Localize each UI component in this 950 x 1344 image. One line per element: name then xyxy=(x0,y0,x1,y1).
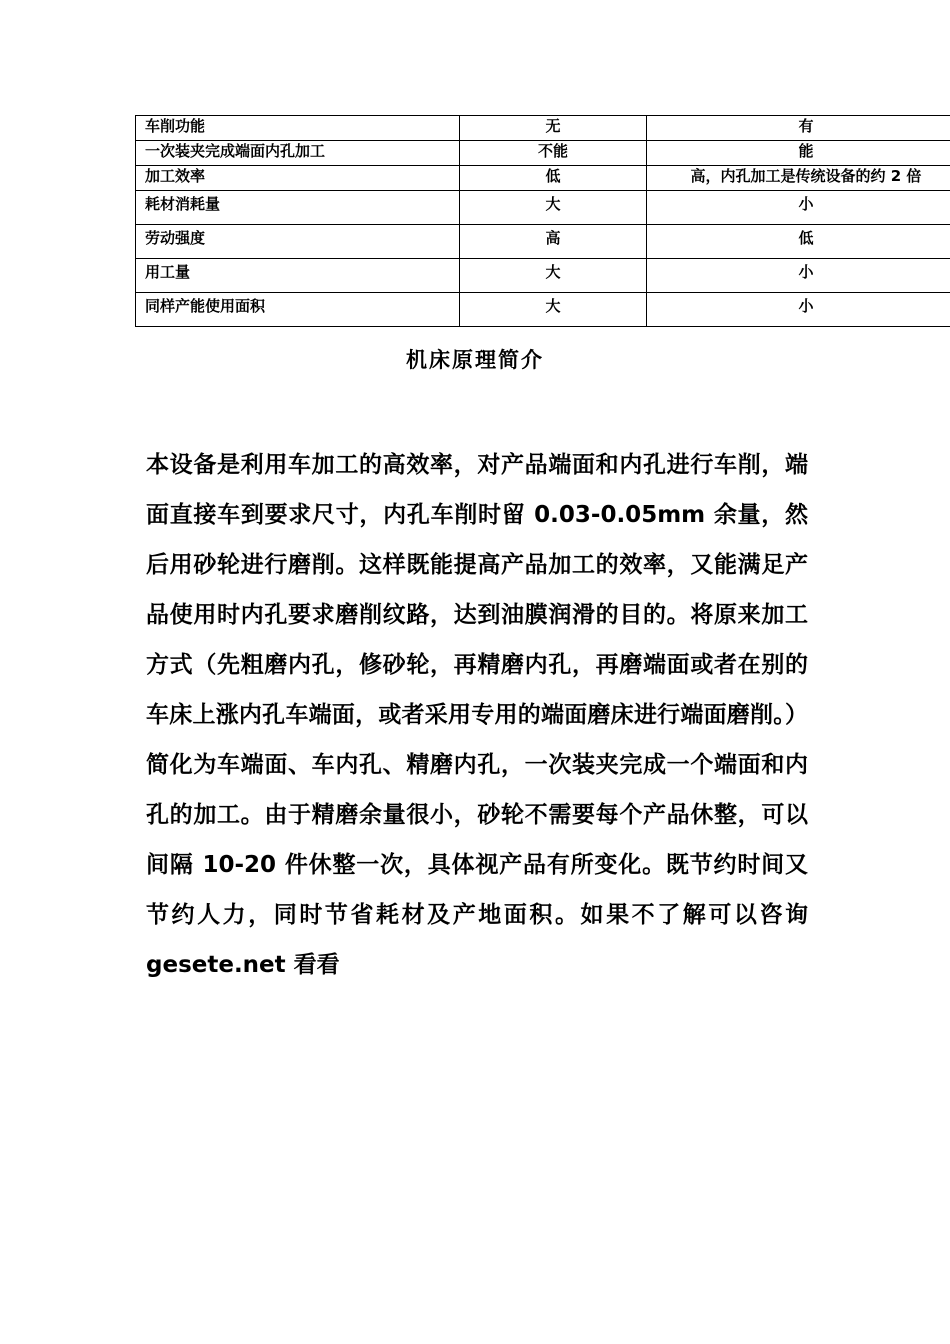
table-row xyxy=(136,116,950,141)
machine-cell: 高，内孔加工是传统设备的约 2 倍 xyxy=(647,166,950,191)
machine-cell: 小 xyxy=(647,259,950,293)
traditional-cell: 低 xyxy=(460,166,647,191)
traditional-cell: 不能 xyxy=(460,141,647,166)
traditional-cell: 大 xyxy=(460,191,647,225)
machine-cell: 能 xyxy=(647,141,950,166)
feature-cell: 劳动强度 xyxy=(136,225,460,259)
machine-cell: 小 xyxy=(647,293,950,327)
table-row xyxy=(136,225,950,259)
section-title: 机床原理简介 xyxy=(406,348,544,372)
comparison-table xyxy=(135,115,950,327)
table-row xyxy=(136,293,950,327)
machine-cell: 小 xyxy=(647,191,950,225)
feature-cell: 用工量 xyxy=(136,259,460,293)
table-row xyxy=(136,166,950,191)
traditional-cell: 无 xyxy=(460,116,647,141)
machine-cell: 有 xyxy=(647,116,950,141)
table-row xyxy=(136,259,950,293)
feature-cell: 一次装夹完成端面内孔加工 xyxy=(136,141,460,166)
machine-cell: 低 xyxy=(647,225,950,259)
traditional-cell: 大 xyxy=(460,293,647,327)
feature-cell: 同样产能使用面积 xyxy=(136,293,460,327)
section-body: 本设备是利用车加工的高效率，对产品端面和内孔进行车削，端面直接车到要求尺寸，内孔车削时留 0.03-0.05mm 余量，然后用砂轮进行磨削。这样既能提高产品加工的效率，又能满足产品使用时内孔要求磨削纹路，达到油膜润滑的目的。将原来加工方式（先粗磨内孔，修砂轮，再精磨内孔，再磨端面或者在别的车床上涨内孔车端面，或者采用专用的端面磨床进行端面磨削。）简化为车端面、车内孔、精磨内孔，一次装夹完成一个端面和内孔的加工。由于精磨余量很小，砂轮不需要每个产品休整，可以间隔 10-20 件休整一次，具体视产品有所变化。既节约时间又节约人力，同时节省耗材及产地面积。如果不了解可以咨询 gesete.net 看看 xyxy=(146,452,808,978)
table-row xyxy=(136,141,950,166)
traditional-cell: 高 xyxy=(460,225,647,259)
feature-cell: 车削功能 xyxy=(136,116,460,141)
feature-cell: 耗材消耗量 xyxy=(136,191,460,225)
feature-cell: 加工效率 xyxy=(136,166,460,191)
table-row xyxy=(136,191,950,225)
traditional-cell: 大 xyxy=(460,259,647,293)
